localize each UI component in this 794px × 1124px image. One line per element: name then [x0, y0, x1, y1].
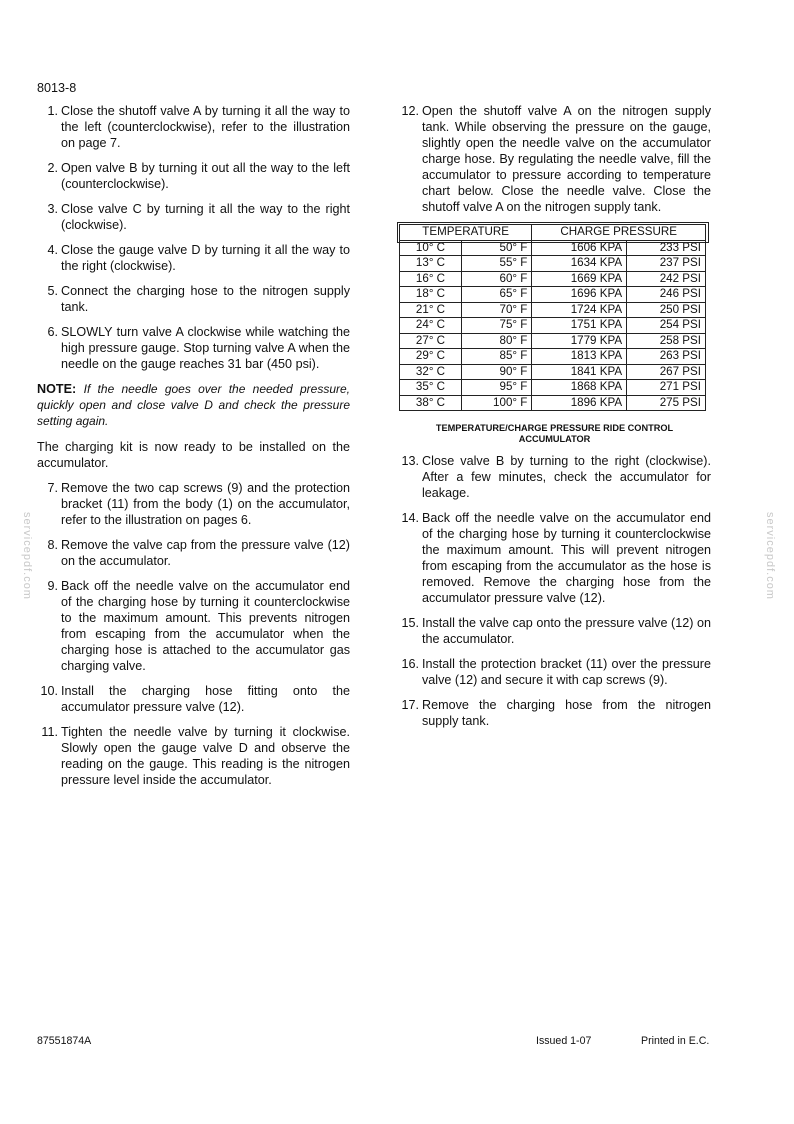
issued-date: Issued 1-07: [536, 1035, 592, 1047]
step-item: [37, 103, 350, 151]
table-row: [400, 380, 706, 396]
table-row: [400, 256, 706, 272]
table-row: [400, 349, 706, 365]
left-column: [37, 103, 350, 797]
pressure-psi-cell: 242 PSI: [627, 271, 706, 287]
table-row: [400, 271, 706, 287]
temp-celsius-cell: 13° C: [400, 256, 462, 272]
temp-celsius-cell: 16° C: [400, 271, 462, 287]
step-text: SLOWLY turn valve A clockwise while watching the high pressure gauge. Stop turning valve A when the needle on the gauge reaches 31 bar (450 psi).: [61, 325, 350, 371]
step-text: Install the valve cap onto the pressure valve (12) on the accumulator.: [422, 616, 711, 646]
temp-celsius-cell: 35° C: [400, 380, 462, 396]
temp-fahrenheit-cell: 95° F: [461, 380, 531, 396]
step-item: [398, 615, 711, 647]
watermark-right: servicepdf.com: [764, 512, 776, 600]
temp-celsius-cell: 29° C: [400, 349, 462, 365]
step-number: 1.: [47, 104, 58, 118]
step-text: Open valve B by turning it out all the way to the left (counterclockwise).: [61, 161, 350, 191]
temp-celsius-cell: 10° C: [400, 240, 462, 256]
note-label: NOTE:: [37, 382, 77, 396]
pressure-psi-cell: 233 PSI: [627, 240, 706, 256]
table-row: [400, 364, 706, 380]
table-body: [400, 240, 706, 411]
step-text: Tighten the needle valve by turning it clockwise. Slowly open the gauge valve D and observe the reading on the gauge. This reading is the nitrogen pressure level inside the accumulator.: [61, 725, 350, 787]
temp-fahrenheit-cell: 50° F: [461, 240, 531, 256]
step-text: Open the shutoff valve A on the nitrogen supply tank. While observing the pressure on the gauge, slightly open the needle valve on the accumulator charge hose. By regulating the needle valve, fill the accumulator to pressure according to temperature chart below. Close the needle valve. Close the shutoff valve A on the nitrogen supply tank.: [422, 104, 711, 214]
temp-fahrenheit-cell: 55° F: [461, 256, 531, 272]
step-item: [37, 537, 350, 569]
step-number: 5.: [47, 284, 58, 298]
note: [37, 381, 350, 429]
step-number: 12.: [401, 104, 419, 118]
table-row: [400, 395, 706, 411]
step-number: 10.: [40, 684, 58, 698]
temp-celsius-cell: 38° C: [400, 395, 462, 411]
step-item: [398, 656, 711, 688]
step-item: [398, 697, 711, 729]
step-text: Connect the charging hose to the nitrogen supply tank.: [61, 284, 350, 314]
step-item: [37, 242, 350, 274]
step-item: [398, 510, 711, 606]
step-item: [37, 724, 350, 788]
pressure-kpa-cell: 1634 KPA: [532, 256, 627, 272]
step-text: Back off the needle valve on the accumulator end of the charging hose by turning it counterclockwise the maximum amount. This will prevent nitrogen from escaping from the accumulator as the hose is removed. Remove the charging hose from the accumulator pressure valve (12).: [422, 511, 711, 605]
caption-line-1: TEMPERATURE/CHARGE PRESSURE RIDE CONTROL: [435, 423, 674, 433]
note-text: If the needle goes over the needed pressure, quickly open and close valve D and check the pressure setting again.: [37, 382, 350, 428]
table-row: [400, 287, 706, 303]
temp-fahrenheit-cell: 60° F: [461, 271, 531, 287]
table-header-row: [400, 225, 706, 241]
table-row: [400, 302, 706, 318]
table-row: [400, 240, 706, 256]
temp-fahrenheit-cell: 80° F: [461, 333, 531, 349]
pressure-kpa-cell: 1751 KPA: [532, 318, 627, 334]
temp-fahrenheit-cell: 90° F: [461, 364, 531, 380]
pressure-kpa-cell: 1896 KPA: [532, 395, 627, 411]
pressure-kpa-cell: 1813 KPA: [532, 349, 627, 365]
pressure-psi-cell: 263 PSI: [627, 349, 706, 365]
step-text: Close the gauge valve D by turning it all the way to the right (clockwise).: [61, 243, 350, 273]
pressure-psi-cell: 246 PSI: [627, 287, 706, 303]
temp-celsius-cell: 18° C: [400, 287, 462, 303]
printed-location: Printed in E.C.: [641, 1035, 710, 1047]
steps-list-c: [398, 453, 711, 729]
pressure-psi-cell: 267 PSI: [627, 364, 706, 380]
step-number: 14.: [401, 511, 419, 525]
step-number: 4.: [47, 243, 58, 257]
step-number: 16.: [401, 657, 419, 671]
step-number: 6.: [47, 325, 58, 339]
pressure-psi-cell: 237 PSI: [627, 256, 706, 272]
document-code: 87551874A: [37, 1035, 92, 1047]
step-item: [398, 103, 711, 215]
temp-fahrenheit-cell: 65° F: [461, 287, 531, 303]
watermark-left: servicepdf.com: [21, 512, 33, 600]
pressure-kpa-cell: 1606 KPA: [532, 240, 627, 256]
table-caption: [398, 423, 711, 445]
step-text: Close valve C by turning it all the way to the right (clockwise).: [61, 202, 350, 232]
temp-fahrenheit-cell: 75° F: [461, 318, 531, 334]
step-item: [37, 578, 350, 674]
step-number: 3.: [47, 202, 58, 216]
temperature-pressure-table: [399, 224, 706, 411]
temp-fahrenheit-cell: 85° F: [461, 349, 531, 365]
step-item: [37, 480, 350, 528]
step-text: Remove the valve cap from the pressure valve (12) on the accumulator.: [61, 538, 350, 568]
pressure-psi-cell: 250 PSI: [627, 302, 706, 318]
pressure-kpa-cell: 1696 KPA: [532, 287, 627, 303]
ready-paragraph: The charging kit is now ready to be installed on the accumulator.: [37, 440, 350, 470]
step-number: 7.: [47, 481, 58, 495]
step-text: Close the shutoff valve A by turning it all the way to the left (counterclockwise), refer to the illustration on page 7.: [61, 104, 350, 150]
step-text: Remove the two cap screws (9) and the protection bracket (11) from the body (1) on the accumulator, refer to the illustration on pages 6.: [61, 481, 350, 527]
temp-celsius-cell: 27° C: [400, 333, 462, 349]
step-number: 13.: [401, 454, 419, 468]
table-row: [400, 318, 706, 334]
caption-line-2: ACCUMULATOR: [518, 434, 591, 444]
step-item: [37, 201, 350, 233]
step-number: 8.: [47, 538, 58, 552]
step-number: 15.: [401, 616, 419, 630]
step-text: Back off the needle valve on the accumulator end of the charging hose by turning it counterclockwise to the maximum amount. This prevents nitrogen from escaping from the accumulator when the charging hose is attached to the accumulator gas charging valve.: [61, 579, 350, 673]
step-text: Install the protection bracket (11) over the pressure valve (12) and secure it with cap screws (9).: [422, 657, 711, 687]
steps-list-a: [37, 103, 350, 372]
pressure-psi-cell: 275 PSI: [627, 395, 706, 411]
header-temperature: TEMPERATURE: [400, 225, 532, 241]
pressure-kpa-cell: 1669 KPA: [532, 271, 627, 287]
steps-list-b: [37, 480, 350, 788]
table-row: [400, 333, 706, 349]
step-text: Close valve B by turning to the right (clockwise). After a few minutes, check the accumulator for leakage.: [422, 454, 711, 500]
page-number: 8013-8: [37, 81, 77, 95]
pressure-psi-cell: 254 PSI: [627, 318, 706, 334]
step-text: Install the charging hose fitting onto the accumulator pressure valve (12).: [61, 684, 350, 714]
pressure-psi-cell: 258 PSI: [627, 333, 706, 349]
pressure-kpa-cell: 1724 KPA: [532, 302, 627, 318]
step-item: [398, 453, 711, 501]
step-number: 11.: [41, 725, 58, 739]
step-number: 17.: [401, 698, 419, 712]
right-column: [398, 103, 711, 738]
pressure-kpa-cell: 1868 KPA: [532, 380, 627, 396]
temp-fahrenheit-cell: 100° F: [461, 395, 531, 411]
step-number: 9.: [47, 579, 58, 593]
temp-fahrenheit-cell: 70° F: [461, 302, 531, 318]
step-item: [37, 324, 350, 372]
temp-celsius-cell: 32° C: [400, 364, 462, 380]
step-item: [37, 683, 350, 715]
temp-celsius-cell: 21° C: [400, 302, 462, 318]
step-item: [37, 283, 350, 315]
step-text: Remove the charging hose from the nitrogen supply tank.: [422, 698, 711, 728]
pressure-psi-cell: 271 PSI: [627, 380, 706, 396]
step-item: [37, 160, 350, 192]
pressure-kpa-cell: 1841 KPA: [532, 364, 627, 380]
step-number: 2.: [47, 161, 58, 175]
pressure-kpa-cell: 1779 KPA: [532, 333, 627, 349]
header-charge-pressure: CHARGE PRESSURE: [532, 225, 706, 241]
temp-celsius-cell: 24° C: [400, 318, 462, 334]
